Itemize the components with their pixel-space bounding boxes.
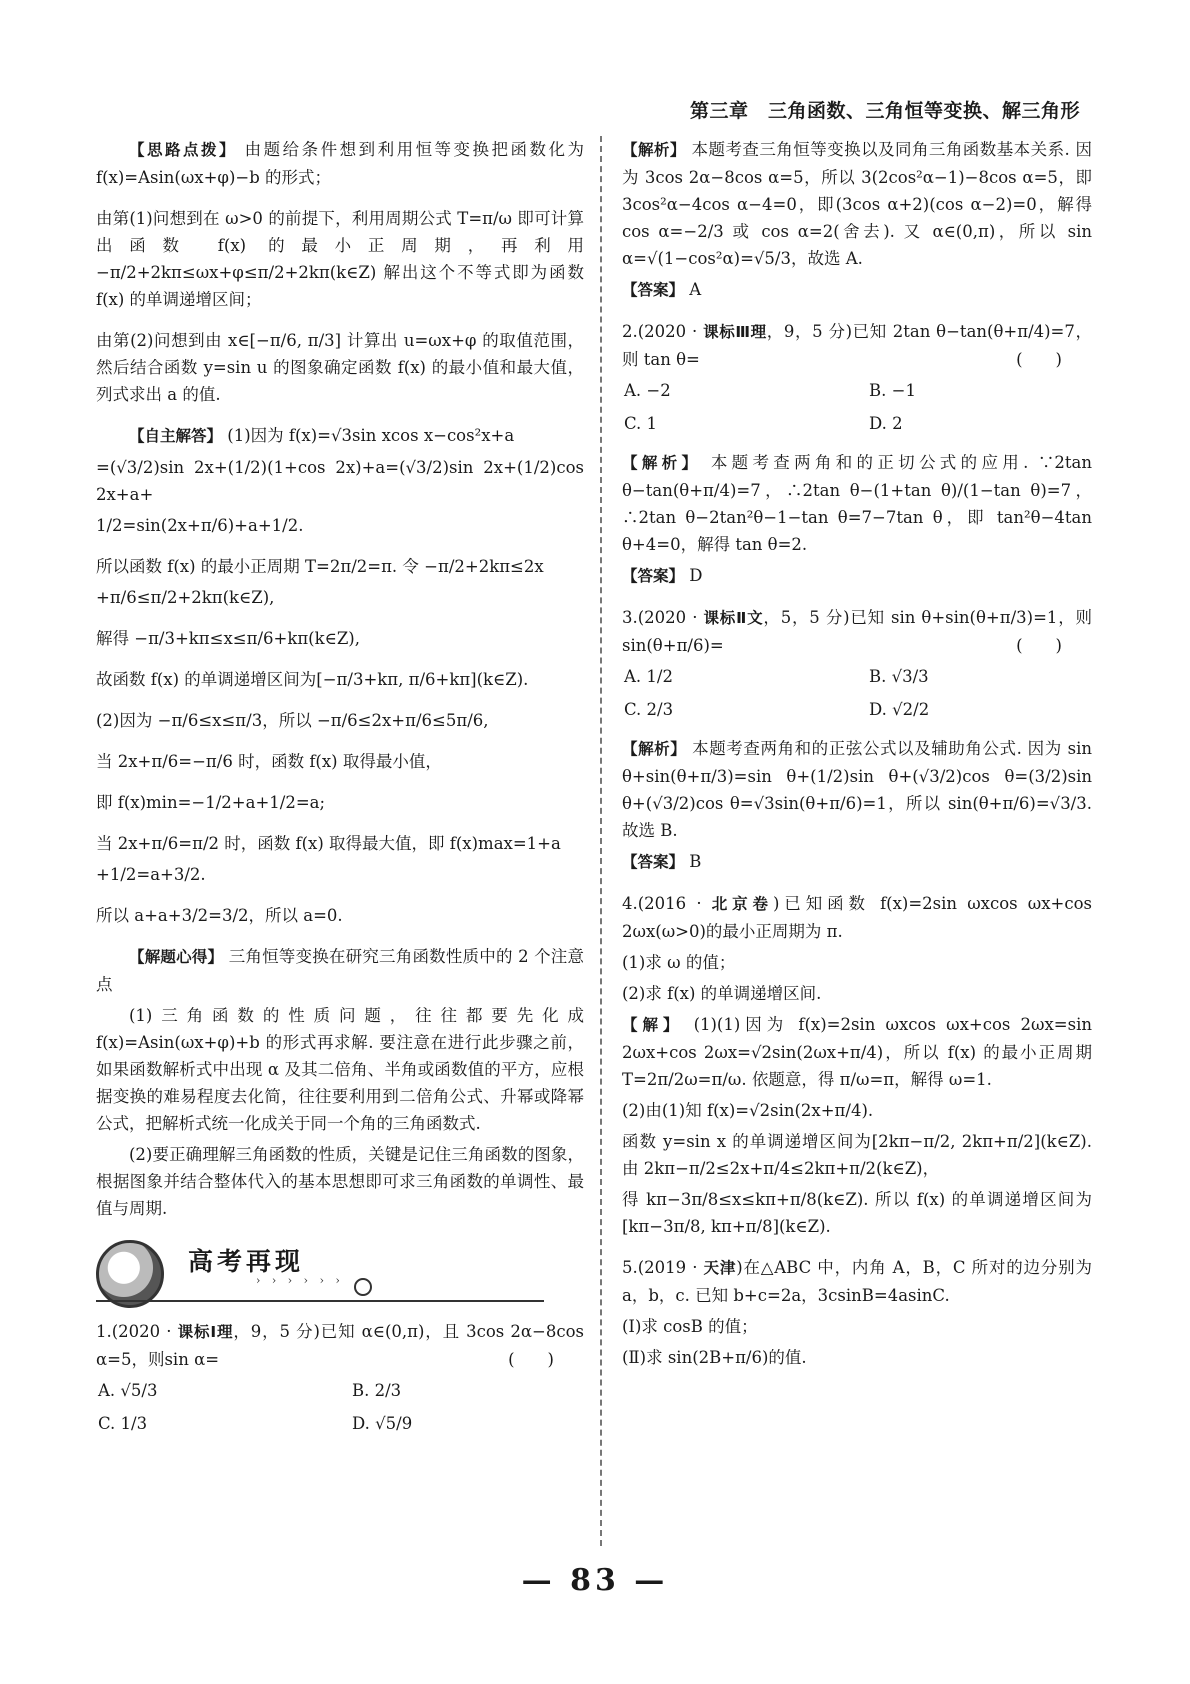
xinde-point-2: (2)要正确理解三角函数的性质，关键是记住三角函数的图象，根据图象并结合整体代入的基本思想即可求三角函数的单调性、最值与周期. — [96, 1145, 584, 1218]
q4-number: 4.(2016 · — [622, 894, 712, 913]
zizhu-line-7: 故函数 f(x) 的单调递增区间为[−π/3+kπ, π/6+kπ](k∈Z). — [96, 670, 529, 689]
q2-option-b: B. −1 — [869, 381, 916, 400]
q2-option-d: D. 2 — [869, 414, 903, 433]
q2-stem: ，9，5 分)已知 2tan θ−tan(θ+π/4)=7，则 tan θ= — [622, 322, 1093, 369]
q3-source: 课标Ⅱ文 — [703, 609, 764, 627]
q3-option-b: B. √3/3 — [869, 667, 929, 686]
xinde-paragraph — [96, 943, 584, 998]
q2-options — [622, 377, 1092, 437]
jie-4-line-3: 函数 y=sin x 的单调递增区间为[2kπ−π/2, 2kπ+π/2](k∈Z). 由 2kπ−π/2≤2x+π/4≤2kπ+π/2(k∈Z)， — [622, 1132, 1092, 1178]
q1-options — [96, 1377, 584, 1437]
q3-option-d: D. √2/2 — [869, 700, 930, 719]
answer-2-value: D — [689, 566, 703, 585]
q5-number: 5.(2019 · — [622, 1258, 704, 1277]
xinde-tag: 【解题心得】 — [129, 948, 224, 966]
jiexi-3-tag: 【解析】 — [622, 740, 687, 758]
q2-answer-paren: ( ) — [1016, 350, 1062, 369]
xinde-point-1: (1)三角函数的性质问题，往往都要先化成 f(x)=Asin(ωx+φ)+b 的形式再求解. 要注意在进行此步骤之前，如果函数解析式中出现 α 及其二倍角、半角或函数值的平方，应根据变换的难易程度去化简，往往要利用到二倍角公式、升幂或降幂公式，把解析式统一化成关于同一个角的三角函数式. — [96, 1006, 584, 1133]
jie-4-line-1: (1)(1)因为 f(x)=2sin ωxcos ωx+cos 2ωx=sin 2ωx+cos 2ωx=√2sin(2ωx+π/4)，所以 f(x) 的最小正周期 T=2π/2ω=π/ω. 依题意，得 π/ω=π，解得 ω=1. — [622, 1015, 1092, 1089]
silu-tag: 【思路点拨】 — [129, 141, 237, 159]
question-1 — [96, 1318, 584, 1373]
answer-1-tag: 【答案】 — [622, 281, 685, 299]
q1-number: 1.(2020 · — [96, 1322, 178, 1341]
answer-2-tag: 【答案】 — [622, 567, 685, 585]
chapter-header: 第三章 三角函数、三角恒等变换、解三角形 — [689, 100, 1080, 122]
q1-option-b: B. 2/3 — [352, 1381, 402, 1400]
q2-number: 2.(2020 · — [622, 322, 704, 341]
zizhu-line-1: (1)因为 f(x)=√3sin xcos x−cos²x+a — [227, 426, 515, 445]
q4-source: 北京卷 — [711, 895, 773, 913]
xinde-text: 三角恒等变换在研究三角函数性质中的 2 个注意点 — [96, 947, 584, 994]
page-number: — 83 — — [521, 1563, 669, 1598]
jie-4-line-2: (2)由(1)知 f(x)=√2sin(2x+π/4). — [622, 1101, 874, 1120]
q5-sub-2: (Ⅱ)求 sin(2B+π/6)的值. — [622, 1348, 807, 1367]
right-column — [622, 136, 1092, 1375]
banner-medal-icon — [354, 1278, 372, 1296]
q1-option-a: A. √5/3 — [98, 1381, 158, 1400]
jiexi-3-text: 本题考查两角和的正弦公式以及辅助角公式. 因为 sin θ+sin(θ+π/3)=sin θ+(1/2)sin θ+(√3/2)cos θ=(3/2)sin θ+(√3/2)cos θ=√3sin(θ+π/6)=1，所以 sin(θ+π/6)=√3/3. 故选 B. — [622, 739, 1092, 840]
jiexi-1-text: 本题考查三角恒等变换以及同角三角函数基本关系. 因为 3cos 2α−8cos α=5，所以 3(2cos²α−1)−8cos α=5，即 3cos²α−4cos α−4=0，即(3cos α+2)(cos α−2)=0，解得 cos α=−2/3 或 cos α=2(舍去). 又 α∈(0,π)，所以 sin α=√(1−cos²α)=√5/3，故选 A. — [622, 140, 1092, 268]
silu-text: 由题给条件想到利用恒等变换把函数化为 f(x)=Asin(ωx+φ)−b 的形式； — [96, 140, 584, 187]
zizhu-line-4: 所以函数 f(x) 的最小正周期 T=2π/2=π. 令 −π/2+2kπ≤2x — [96, 557, 544, 576]
q1-stem: ，9，5 分)已知 α∈(0,π)，且 3cos 2α−8cos α=5，则sin α= — [96, 1322, 584, 1369]
answer-3-value: B — [689, 852, 702, 871]
zizhu-line-2: =(√3/2)sin 2x+(1/2)(1+cos 2x)+a=(√3/2)sin 2x+(1/2)cos 2x+a+ — [96, 458, 584, 504]
zizhu-paragraph — [96, 422, 584, 450]
answer-3 — [622, 848, 1092, 876]
q4-stem: )已知函数 f(x)=2sin ωxcos ωx+cos 2ωx(ω>0)的最小正周期为 π. — [622, 894, 1092, 941]
q1-source: 课标Ⅰ理 — [177, 1323, 234, 1341]
q3-option-c: C. 2/3 — [624, 700, 674, 719]
zizhu-line-6: 解得 −π/3+kπ≤x≤π/6+kπ(k∈Z), — [96, 629, 360, 648]
jiexi-2-tag: 【解析】 — [622, 454, 702, 472]
answer-1 — [622, 276, 1092, 304]
zizhu-line-3: 1/2=sin(2x+π/6)+a+1/2. — [96, 516, 304, 535]
jiexi-3 — [622, 735, 1092, 844]
q3-options — [622, 663, 1092, 723]
jiexi-2-text: 本题考查两角和的正切公式的应用. ∵2tan θ−tan(θ+π/4)=7，∴2tan θ−(1+tan θ)/(1−tan θ)=7，∴2tan θ−2tan²θ−1−tan θ=7−7tan θ，即 tan²θ−4tan θ+4=0，解得 tan θ=2. — [622, 453, 1092, 554]
jie-4-line-4: 得 kπ−3π/8≤x≤kπ+π/8(k∈Z). 所以 f(x) 的单调递增区间为[kπ−3π/8, kπ+π/8](k∈Z). — [622, 1190, 1092, 1236]
gaokao-banner — [96, 1240, 584, 1304]
q3-answer-paren: ( ) — [1016, 636, 1062, 655]
banner-emblem-icon — [96, 1240, 164, 1308]
q4-sub-2: (2)求 f(x) 的单调递增区间. — [622, 984, 822, 1003]
banner-arrows-icon: › › › › › › — [256, 1274, 344, 1287]
q5-sub-1: (Ⅰ)求 cosB 的值； — [622, 1317, 758, 1336]
column-divider — [600, 136, 602, 1546]
zizhu-line-11: 当 2x+π/6=π/2 时，函数 f(x) 取得最大值，即 f(x)max=1+a — [96, 834, 561, 853]
q1-option-c: C. 1/3 — [98, 1414, 148, 1433]
zizhu-line-12: +1/2=a+3/2. — [96, 865, 206, 884]
question-5 — [622, 1254, 1092, 1309]
banner-rule — [96, 1300, 544, 1302]
q3-stem: ，5，5 分)已知 sin θ+sin(θ+π/3)=1，则 sin(θ+π/6)= — [622, 608, 1092, 655]
answer-1-value: A — [689, 280, 702, 299]
zizhu-tag: 【自主解答】 — [129, 427, 223, 445]
jie-4-tag: 【解】 — [622, 1016, 684, 1034]
question-2 — [622, 318, 1092, 373]
q4-sub-1: (1)求 ω 的值； — [622, 953, 736, 972]
answer-2 — [622, 562, 1092, 590]
q2-option-c: C. 1 — [624, 414, 658, 433]
question-3 — [622, 604, 1092, 659]
silu-paragraph-2: 由第(1)问想到在 ω>0 的前提下，利用周期公式 T=π/ω 即可计算出函数 f(x) 的最小正周期，再利用 −π/2+2kπ≤ωx+φ≤π/2+2kπ(k∈Z) 解出这个不等式即为函数 f(x) 的单调递增区间； — [96, 209, 584, 309]
q5-source: 天津 — [703, 1259, 737, 1277]
q5-stem: )在△ABC 中，内角 A，B，C 所对的边分别为 a，b，c. 已知 b+c=2a，3csinB=4asinC. — [622, 1258, 1093, 1305]
q2-option-a: A. −2 — [624, 381, 671, 400]
answer-3-tag: 【答案】 — [622, 853, 685, 871]
zizhu-line-9: 当 2x+π/6=−π/6 时，函数 f(x) 取得最小值， — [96, 752, 442, 771]
zizhu-line-10: 即 f(x)min=−1/2+a+1/2=a; — [96, 793, 326, 812]
zizhu-line-8: (2)因为 −π/6≤x≤π/3，所以 −π/6≤2x+π/6≤5π/6, — [96, 711, 489, 730]
banner-title: 高考再现 — [188, 1247, 305, 1276]
jiexi-1-tag: 【解析】 — [622, 141, 686, 159]
jiexi-1 — [622, 136, 1092, 272]
q1-option-d: D. √5/9 — [352, 1414, 413, 1433]
zizhu-line-5: +π/6≤π/2+2kπ(k∈Z), — [96, 588, 275, 607]
q2-source: 课标Ⅲ理 — [703, 323, 767, 341]
zizhu-line-13: 所以 a+a+3/2=3/2，所以 a=0. — [96, 906, 343, 925]
question-4 — [622, 890, 1092, 945]
jie-4 — [622, 1011, 1092, 1093]
silu-paragraph-3: 由第(2)问想到由 x∈[−π/6, π/3] 计算出 u=ωx+φ 的取值范围，然后结合函数 y=sin u 的图象确定函数 f(x) 的最小值和最大值，列式求出 a 的值. — [96, 331, 584, 404]
q1-answer-paren: ( ) — [508, 1350, 554, 1369]
silu-paragraph — [96, 136, 584, 191]
q3-option-a: A. 1/2 — [624, 667, 673, 686]
left-column — [96, 136, 584, 1449]
q3-number: 3.(2020 · — [622, 608, 704, 627]
jiexi-2 — [622, 449, 1092, 558]
